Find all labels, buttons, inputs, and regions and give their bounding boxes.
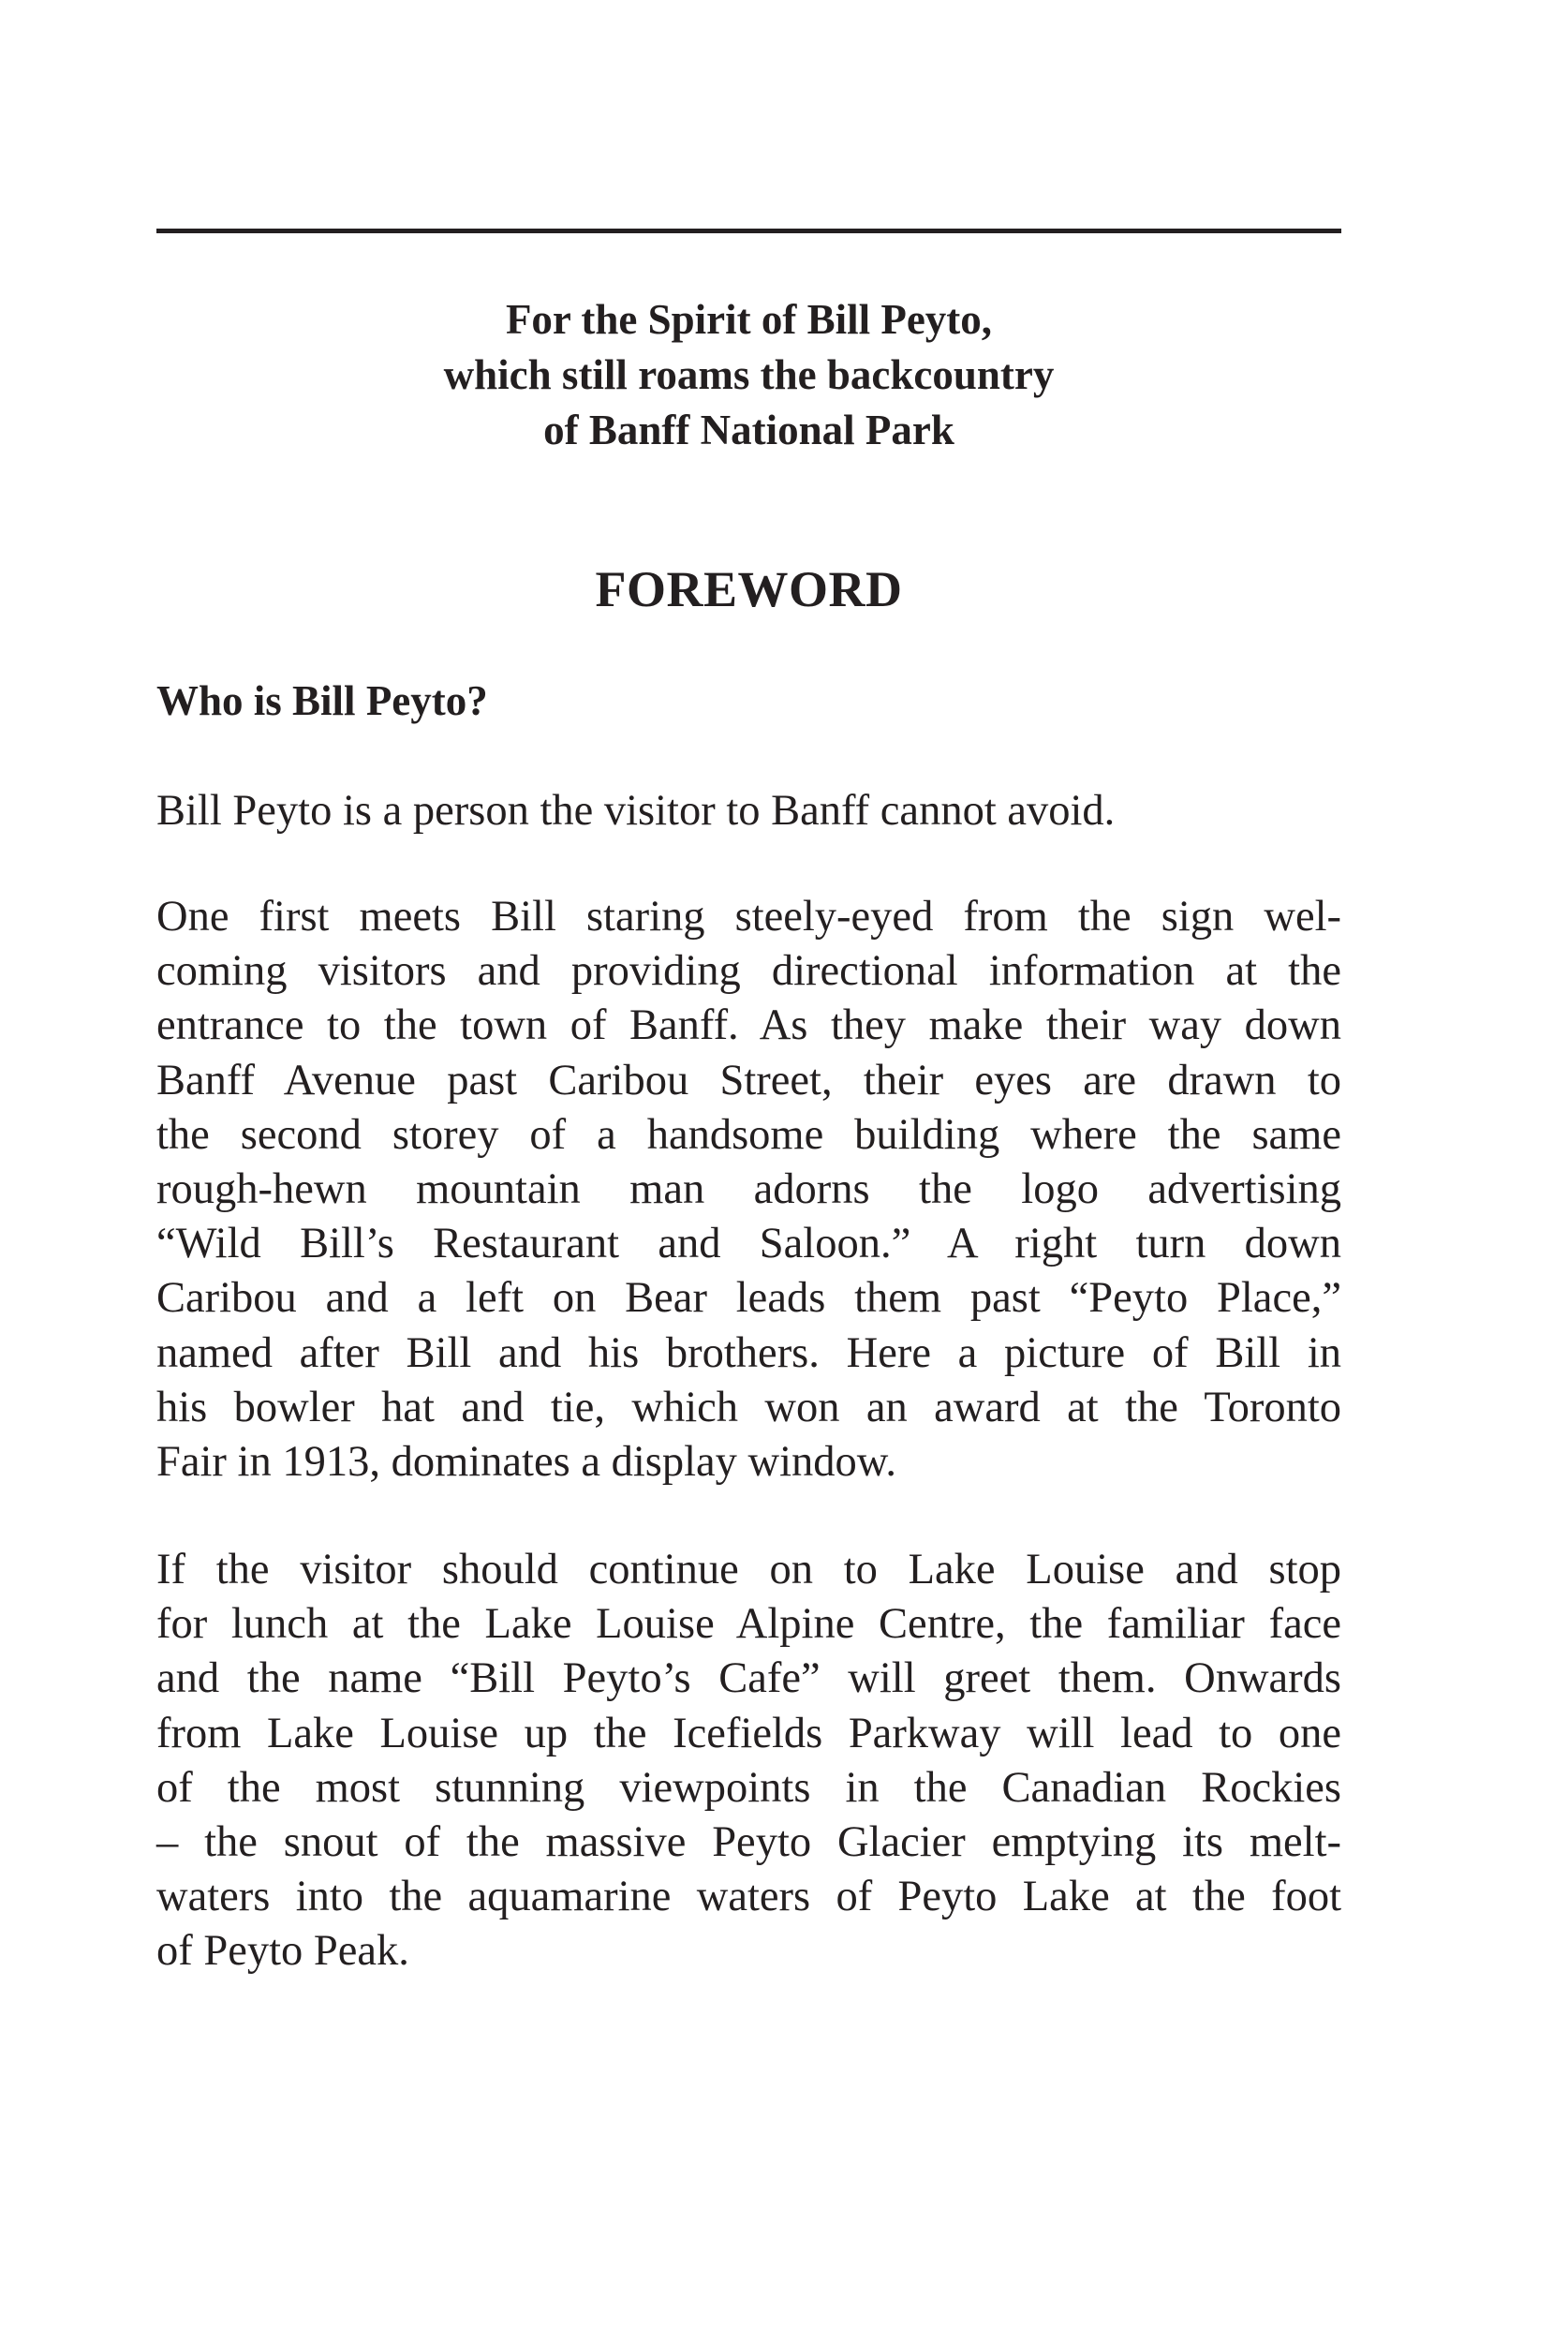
text-line: for lunch at the Lake Louise Alpine Centre, the familiar face	[156, 1600, 1341, 1649]
text-line: If the visitor should continue on to Lake Louise and stop	[156, 1546, 1341, 1593]
top-rule	[156, 229, 1341, 233]
text-line: “Wild Bill’s Restaurant and Saloon.” A right turn down	[156, 1220, 1341, 1268]
paragraph-1	[156, 784, 1341, 838]
text-line: Caribou and a left on Bear leads them past “Peyto Place,”	[156, 1274, 1341, 1323]
text-line: entrance to the town of Banff. As they make their way down	[156, 1001, 1341, 1050]
section-heading: Who is Bill Peyto?	[156, 677, 488, 724]
text-line: Fair in 1913, dominates a display window.	[156, 1437, 896, 1486]
page-title: FOREWORD	[595, 561, 903, 617]
text-line: One first meets Bill staring steely-eyed from the sign wel-	[156, 893, 1341, 941]
text-line: from Lake Louise up the Icefields Parkway will lead to one	[156, 1709, 1341, 1757]
paragraph-3	[156, 1543, 1341, 1979]
text-line: named after Bill and his brothers. Here a picture of Bill in	[156, 1328, 1341, 1377]
paragraph-2	[156, 890, 1341, 1490]
text-line: – the snout of the massive Peyto Glacier emptying its melt-	[156, 1817, 1341, 1866]
dedication	[156, 292, 1341, 458]
text-line: Banff Avenue past Caribou Street, their eyes are drawn to	[156, 1056, 1341, 1104]
text-line: the second storey of a handsome building where the same	[156, 1110, 1341, 1159]
dedication-line: which still roams the backcountry	[443, 351, 1055, 398]
text-line: waters into the aquamarine waters of Peyto Lake at the foot	[156, 1873, 1341, 1921]
text-line: coming visitors and providing directional information at the	[156, 947, 1341, 996]
text-line: rough-hewn mountain man adorns the logo advertising	[156, 1164, 1341, 1213]
dedication-line: For the Spirit of Bill Peyto,	[505, 296, 993, 343]
book-page	[156, 0, 1341, 2342]
text-line: Bill Peyto is a person the visitor to Banff cannot avoid.	[156, 787, 1116, 835]
dedication-line: of Banff National Park	[543, 407, 954, 453]
text-line: his bowler hat and tie, which won an award at the Toronto	[156, 1383, 1341, 1431]
text-line: and the name “Bill Peyto’s Cafe” will greet them. Onwards	[156, 1654, 1341, 1703]
text-line: of Peyto Peak.	[156, 1927, 409, 1976]
text-line: of the most stunning viewpoints in the Canadian Rockies	[156, 1763, 1341, 1812]
